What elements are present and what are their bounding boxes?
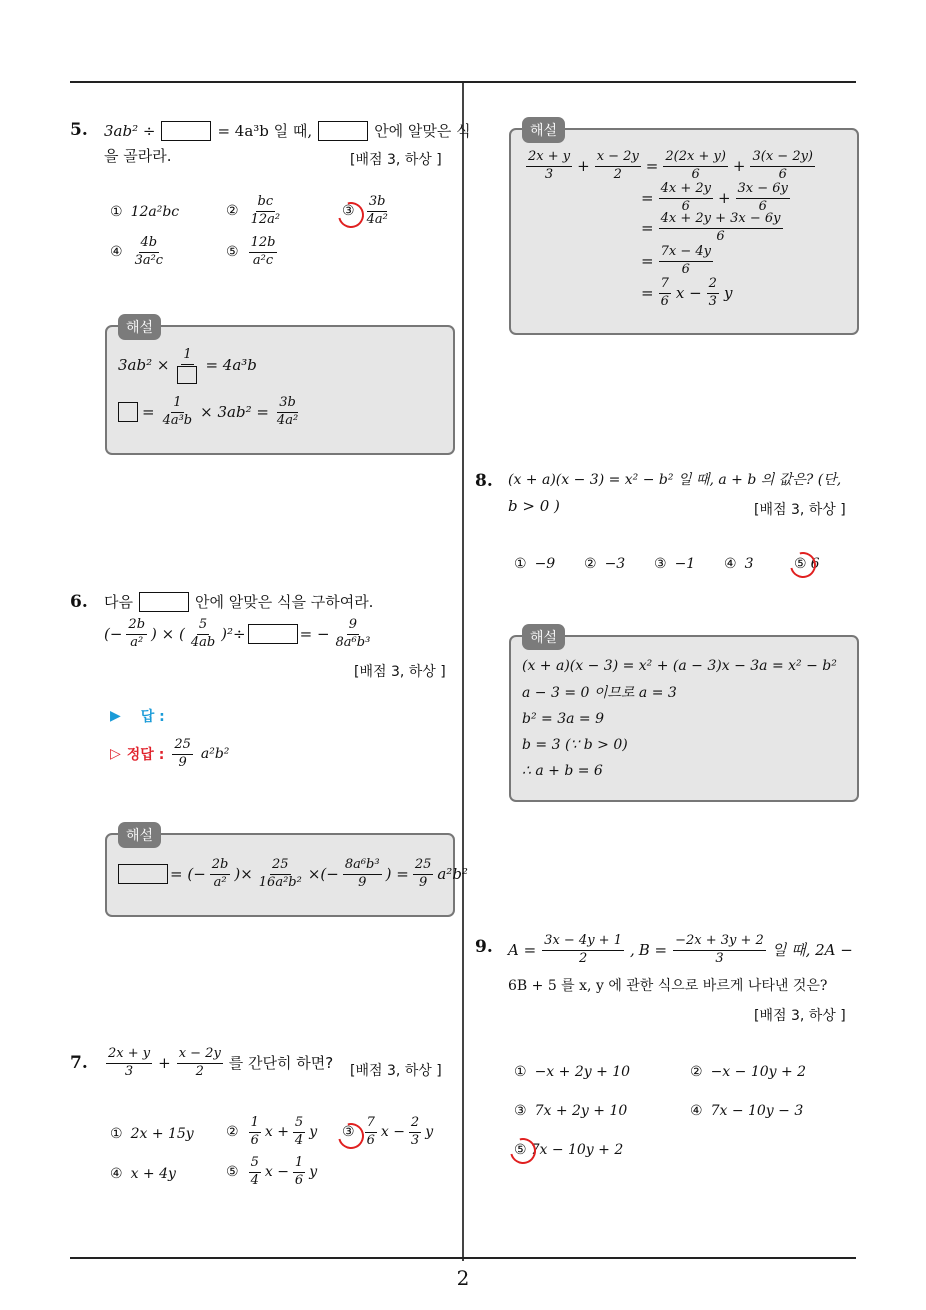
q7-option-4[interactable] — [110, 1166, 176, 1182]
q6-sol-den3: 9 — [358, 874, 367, 890]
q7-sol-l5-num2: 2 — [707, 277, 719, 294]
q5-option-4[interactable] — [110, 236, 167, 269]
q5-sol2-blank — [118, 402, 138, 422]
q7-opt5-num2: 1 — [293, 1156, 305, 1173]
q7-sol-l4-eq: = — [641, 251, 654, 270]
q9-opt4-value: 7x − 10y − 3 — [710, 1103, 804, 1119]
q9-b-den: 3 — [715, 950, 724, 966]
q8-opt3-label: ③ — [654, 556, 667, 572]
q5-sol2-den2: 4a² — [276, 412, 299, 428]
q9-number: 9. — [475, 937, 493, 957]
q7-sol-l1-den4: 6 — [778, 166, 787, 182]
q7-sol-l1-plus: + — [577, 156, 590, 175]
q7-option-1[interactable] — [110, 1126, 194, 1142]
q9-option-4[interactable] — [690, 1103, 803, 1119]
q5-sol1-b: = 4a³b — [205, 356, 257, 375]
q6-answer-marker: ▶ — [110, 708, 121, 724]
q7-stem — [104, 1047, 333, 1080]
q6-expr-num3: 9 — [347, 618, 359, 635]
q7-sol-l1-eq: = — [645, 156, 659, 175]
q5-option-2[interactable] — [226, 195, 284, 228]
q6-sol-e: a²b² — [437, 864, 468, 883]
q7-opt2-b: y — [309, 1124, 318, 1141]
q6-expression — [104, 618, 374, 651]
q6-solution-line — [118, 858, 468, 891]
q5-solution-box — [105, 325, 455, 455]
q7-sol-l1-num3: 2(2x + y) — [663, 150, 728, 167]
q5-opt4-num: 4b — [139, 236, 160, 253]
q8-option-4[interactable] — [724, 556, 753, 572]
q6-answer-label: 답 : — [140, 709, 165, 725]
q7-sol-l3-num: 4x + 2y + 3x − 6y — [659, 212, 783, 229]
q6-expr-num1: 2b — [126, 618, 147, 635]
q6-correct-label: 정답 : — [126, 747, 165, 764]
q6-sol-den2: 16a²b² — [258, 874, 302, 890]
q8-stem-b: b > 0 ) — [508, 497, 560, 515]
q8-solution-tag: 해설 — [522, 624, 565, 650]
q7-sol-line1 — [524, 150, 817, 183]
q9-score: [배점 3, 하상 ] — [754, 1008, 846, 1024]
q6-stem — [104, 592, 373, 612]
q7-sol-line2 — [641, 182, 792, 215]
q5-stem-d: 을 골라라. — [104, 147, 172, 165]
q7-opt3-label: ③ — [342, 1124, 355, 1141]
q7-opt2-label: ② — [226, 1124, 239, 1141]
q5-sol2-a: = — [142, 402, 155, 421]
q8-opt3-value: −1 — [674, 556, 696, 572]
q5-opt1-label: ① — [110, 204, 123, 220]
q5-opt4-label: ④ — [110, 244, 123, 261]
q7-solution-tag: 해설 — [522, 117, 565, 143]
q7-sol-l2-num1: 4x + 2y — [659, 182, 713, 199]
q5-sol2-num2: 3b — [277, 396, 298, 413]
q6-sol-num1: 2b — [210, 858, 231, 875]
q9-a-lhs: A = — [508, 940, 537, 959]
q7-opt2-den2: 4 — [294, 1132, 304, 1148]
q6-sol-blank — [118, 864, 168, 884]
q7-sol-l1-den1: 3 — [544, 166, 554, 182]
q8-number: 8. — [475, 471, 493, 491]
q9-opt4-label: ④ — [690, 1103, 703, 1119]
q5-solution-tag: 해설 — [118, 314, 161, 340]
q7-opt2-a: x + — [264, 1124, 289, 1141]
q6-correct-marker: ▷ — [110, 746, 121, 763]
q7-sol-l5-num1: 7 — [659, 277, 671, 294]
q6-correct-den: 9 — [178, 754, 187, 770]
q6-expr-b: ) × ( — [151, 624, 185, 643]
q6-sol-a: = (− — [170, 864, 206, 883]
q7-sol-l1-den2: 2 — [613, 166, 622, 182]
q7-opt1-label: ① — [110, 1126, 123, 1142]
q9-opt5-value: 7x − 10y + 2 — [530, 1142, 624, 1158]
q6-expr-den3: 8a⁶b³ — [335, 634, 371, 650]
q7-opt5-b: y — [309, 1164, 318, 1181]
q7-option-2[interactable] — [226, 1116, 317, 1149]
q6-sol-num2: 25 — [270, 858, 291, 875]
q7-sol-l5-den1: 6 — [660, 293, 669, 309]
q5-sol2-den: 4a³b — [162, 412, 193, 428]
q7-opt5-a: x − — [264, 1164, 289, 1181]
q5-stem-line1 — [104, 121, 471, 141]
q6-sol-den1: a² — [213, 874, 227, 890]
q6-solution-tag: 해설 — [118, 822, 161, 848]
q7-sol-l1-num2: x − 2y — [595, 150, 641, 167]
q9-opt3-value: 7x + 2y + 10 — [534, 1103, 628, 1119]
q6-answer-line[interactable] — [110, 706, 165, 726]
q7-num2: x − 2y — [177, 1047, 223, 1064]
q7-opt5-den2: 6 — [294, 1172, 304, 1188]
q8-sol-line2: a − 3 = 0 이므로 a = 3 — [522, 685, 677, 701]
q5-opt2-num: bc — [256, 195, 276, 212]
q8-option-1[interactable] — [514, 556, 555, 572]
q9-opt5-label: ⑤ — [514, 1142, 527, 1158]
q7-sol-l4-den: 6 — [681, 261, 690, 277]
q6-correct-tail: a²b² — [200, 746, 230, 763]
q8-sol-line4: b = 3 (∵ b > 0) — [522, 737, 628, 753]
q9-opt1-label: ① — [514, 1064, 527, 1080]
q7-sol-line5 — [641, 277, 732, 310]
q5-opt5-den: a²c — [252, 252, 274, 268]
q7-sol-l2-eq: = — [641, 188, 654, 207]
q7-opt4-label: ④ — [110, 1166, 123, 1182]
q5-sol1-num: 1 — [181, 348, 193, 365]
q6-expr-den2: 4ab — [190, 634, 216, 650]
q7-sol-l2-den2: 6 — [758, 198, 767, 214]
q5-opt5-label: ⑤ — [226, 244, 239, 261]
q8-option-3[interactable] — [654, 556, 695, 572]
q5-opt3-label: ③ — [342, 203, 355, 220]
q5-blank-box-2 — [318, 121, 368, 141]
q7-den2: 2 — [195, 1063, 204, 1079]
q9-option-3[interactable] — [514, 1103, 627, 1119]
q5-option-5[interactable] — [226, 236, 279, 269]
q9-option-1[interactable] — [514, 1064, 630, 1080]
q5-opt2-den: 12a² — [250, 211, 281, 227]
q7-opt1-value: 2x + 15y — [130, 1126, 194, 1142]
q7-option-5[interactable] — [226, 1156, 317, 1189]
q6-sol-num3: 8a⁶b³ — [343, 858, 382, 875]
q5-stem-b: = 4a³b 일 때, — [217, 121, 313, 140]
q7-sol-l1-den3: 6 — [691, 166, 700, 182]
q8-sol-line1: (x + a)(x − 3) = x² + (a − 3)x − 3a = x² − b² — [522, 658, 837, 674]
q7-sol-l1-num4: 3(x − 2y) — [750, 150, 815, 167]
q5-blank-box — [161, 121, 211, 141]
q5-opt3-num: 3b — [367, 195, 388, 212]
q8-opt5-label: ⑤ — [794, 556, 807, 572]
q7-sol-l2-plus: + — [717, 188, 731, 207]
q9-option-2[interactable] — [690, 1064, 806, 1080]
q5-opt4-den: 3a²c — [134, 252, 164, 268]
q6-stem-b: 안에 알맞은 식을 구하여라. — [194, 592, 374, 611]
q9-opt1-value: −x + 2y + 10 — [534, 1064, 631, 1080]
q7-sol-line3 — [641, 212, 785, 245]
q6-correct-line — [110, 738, 229, 771]
q9-answer-circle — [505, 1133, 541, 1169]
q5-opt2-label: ② — [226, 203, 239, 220]
q7-opt2-num1: 1 — [249, 1116, 261, 1133]
q9-stem-b: 6B + 5 를 x, y 에 관한 식으로 바르게 나타낸 것은? — [508, 978, 828, 994]
q7-num1: 2x + y — [106, 1047, 152, 1064]
q8-option-2[interactable] — [584, 556, 625, 572]
q7-opt2-den1: 6 — [250, 1132, 259, 1148]
q7-sol-l5-den2: 3 — [708, 293, 717, 309]
q7-sol-l3-eq: = — [641, 218, 654, 237]
q9-a-num: 3x − 4y + 1 — [542, 934, 624, 951]
q5-stem-c: 안에 알맞은 식 — [374, 121, 471, 140]
q7-sol-l3-den: 6 — [716, 228, 725, 244]
q6-expr-c: )²÷ — [221, 624, 246, 643]
q7-opt2-num2: 5 — [293, 1116, 305, 1133]
q9-opt2-value: −x − 10y + 2 — [710, 1064, 807, 1080]
q7-sol-l5-eq: = — [641, 283, 654, 302]
q5-opt3-den: 4a² — [366, 211, 388, 227]
q7-sol-l5-b: y — [723, 283, 733, 302]
q8-opt1-label: ① — [514, 556, 527, 572]
q5-opt1-value: 12a²bc — [130, 204, 180, 220]
q6-expr-num2: 5 — [197, 618, 209, 635]
q6-sol-d: ) = — [385, 864, 409, 883]
q7-sol-l5-a: x − — [675, 283, 702, 302]
q5-solution-line2 — [118, 396, 302, 429]
q8-opt4-value: 3 — [744, 556, 754, 572]
q6-sol-num4: 25 — [413, 858, 434, 875]
q8-score: [배점 3, 하상 ] — [754, 502, 846, 518]
bottom-rule — [70, 1257, 856, 1259]
q7-score: [배점 3, 하상 ] — [350, 1063, 442, 1079]
q7-opt5-num1: 5 — [249, 1156, 261, 1173]
q7-sol-l2-den1: 6 — [681, 198, 690, 214]
q5-opt5-num: 12b — [249, 236, 278, 253]
q6-expr-blank — [248, 624, 298, 644]
q6-number: 6. — [70, 592, 88, 612]
q9-b-num: −2x + 3y + 2 — [673, 934, 766, 951]
q7-opt5-den1: 4 — [250, 1172, 259, 1188]
q7-sol-line4 — [641, 245, 715, 278]
q9-stem-a: 일 때, 2A − — [771, 940, 853, 959]
q7-sol-l4-num: 7x − 4y — [659, 245, 713, 262]
q8-opt2-label: ② — [584, 556, 597, 572]
q7-den1: 3 — [124, 1063, 134, 1079]
q8-stem-a: (x + a)(x − 3) = x² − b² 일 때, a + b 의 값은? (단, — [508, 472, 842, 488]
q6-sol-b: )× — [234, 864, 253, 883]
q7-opt4-value: x + 4y — [130, 1166, 176, 1182]
q7-opt3-num2: 2 — [409, 1116, 421, 1133]
q7-opt3-den1: 6 — [366, 1132, 375, 1148]
q5-stem-a: 3ab² ÷ — [104, 121, 156, 140]
q8-opt5-value: 6 — [810, 556, 820, 572]
q5-sol2-num: 1 — [171, 396, 183, 413]
q5-number: 5. — [70, 120, 88, 140]
q7-sol-l1-plus2: + — [732, 156, 746, 175]
q9-stem-line1 — [508, 934, 853, 967]
q6-stem-a: 다음 — [104, 592, 133, 611]
q7-stem-text: 를 간단히 하면? — [228, 1053, 334, 1072]
q7-number: 7. — [70, 1053, 88, 1073]
q6-correct-num: 25 — [172, 738, 193, 755]
q7-plus: + — [158, 1053, 171, 1072]
q5-sol2-b: × 3ab² = — [200, 402, 269, 421]
q6-score: [배점 3, 하상 ] — [354, 664, 446, 680]
q8-opt1-value: −9 — [534, 556, 556, 572]
q7-opt3-den2: 3 — [410, 1132, 420, 1148]
q6-expr-a: (− — [104, 624, 123, 643]
q5-solution-line1 — [118, 348, 257, 384]
q5-option-1[interactable] — [110, 204, 179, 220]
q5-score: [배점 3, 하상 ] — [350, 152, 442, 168]
q9-b-lhs: B = — [638, 940, 668, 959]
q8-sol-line5: ∴ a + b = 6 — [522, 763, 603, 779]
q5-sol1-blank — [177, 366, 197, 384]
q8-opt2-value: −3 — [604, 556, 626, 572]
q6-blank-box — [139, 592, 189, 612]
q7-opt5-label: ⑤ — [226, 1164, 239, 1181]
q8-answer-circle — [785, 547, 821, 583]
page-number: 2 — [456, 1266, 470, 1290]
column-divider — [462, 83, 464, 1261]
q7-sol-l1-num1: 2x + y — [526, 150, 572, 167]
q6-expr-den1: a² — [130, 634, 144, 650]
q9-comma: , — [629, 940, 635, 959]
q7-sol-l2-num2: 3x − 6y — [736, 182, 790, 199]
q9-opt2-label: ② — [690, 1064, 703, 1080]
q7-opt3-b: y — [425, 1124, 434, 1141]
q8-sol-line3: b² = 3a = 9 — [522, 711, 604, 727]
q7-opt3-a: x − — [380, 1124, 405, 1141]
q9-opt3-label: ③ — [514, 1103, 527, 1119]
q7-opt3-num1: 7 — [365, 1116, 377, 1133]
q5-sol1-a: 3ab² × — [118, 356, 170, 375]
q9-a-den: 2 — [578, 950, 588, 966]
q6-sol-c: ×(− — [307, 864, 339, 883]
q6-expr-d: = − — [299, 624, 330, 643]
q8-opt4-label: ④ — [724, 556, 737, 572]
q6-sol-den4: 9 — [418, 874, 428, 890]
